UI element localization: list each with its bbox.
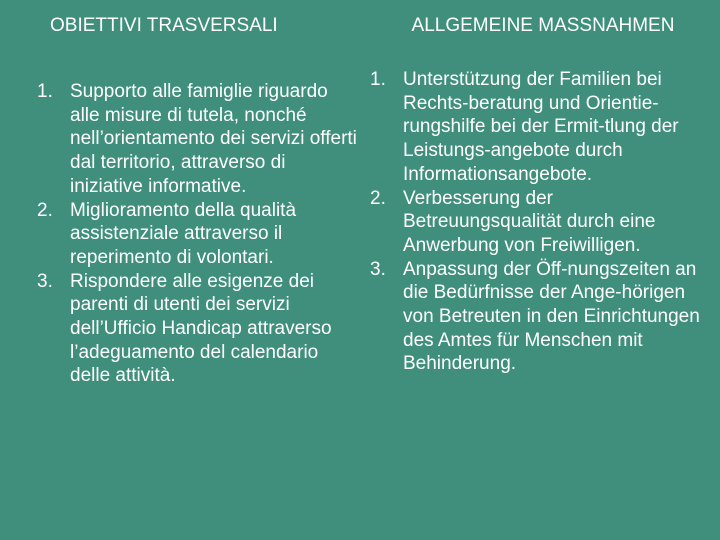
item-text: Anpassung der Öff-nungszeiten an die Bedürfnisse der Ange-hörigen von Betreuten in den Einrichtungen des Amtes für Menschen mit Behinderung.	[403, 258, 700, 375]
list-item	[370, 187, 715, 258]
item-number: 1.	[370, 69, 386, 90]
item-text: Supporto alle famiglie riguardo alle misure di tutela, nonché nell’orientamento dei servizi offerti dal territorio, attraverso di iniziative informative.	[70, 81, 357, 197]
item-number: 2.	[37, 199, 53, 221]
left-list	[37, 80, 359, 388]
item-text: Rispondere alle esigenze dei parenti di utenti dei servizi dell’Ufficio Handicap attraverso l’adeguamento del calendario delle attività.	[70, 270, 332, 387]
right-list	[370, 68, 715, 376]
list-item	[37, 199, 359, 270]
list-item	[37, 270, 359, 389]
list-item	[370, 258, 715, 377]
item-text: Miglioramento della qualità assistenziale attraverso il reperimento di volontari.	[70, 199, 297, 268]
right-heading: ALLGEMEINE MASSNAHMEN	[411, 15, 675, 36]
item-number: 3.	[370, 258, 386, 280]
list-item	[37, 80, 359, 199]
item-number: 2.	[370, 187, 386, 209]
list-item	[370, 68, 715, 187]
left-heading: OBIETTIVI TRASVERSALI	[50, 15, 278, 36]
item-text: Unterstützung der Familien bei Rechts-beratung und Orientie-rungshilfe bei der Ermit-tlung der Leistungs-angebote durch Informationsangebote.	[403, 69, 679, 185]
item-number: 3.	[37, 270, 53, 292]
item-number: 1.	[37, 81, 53, 102]
item-text: Verbesserung der Betreuungsqualität durch eine Anwerbung von Freiwilligen.	[403, 187, 656, 256]
